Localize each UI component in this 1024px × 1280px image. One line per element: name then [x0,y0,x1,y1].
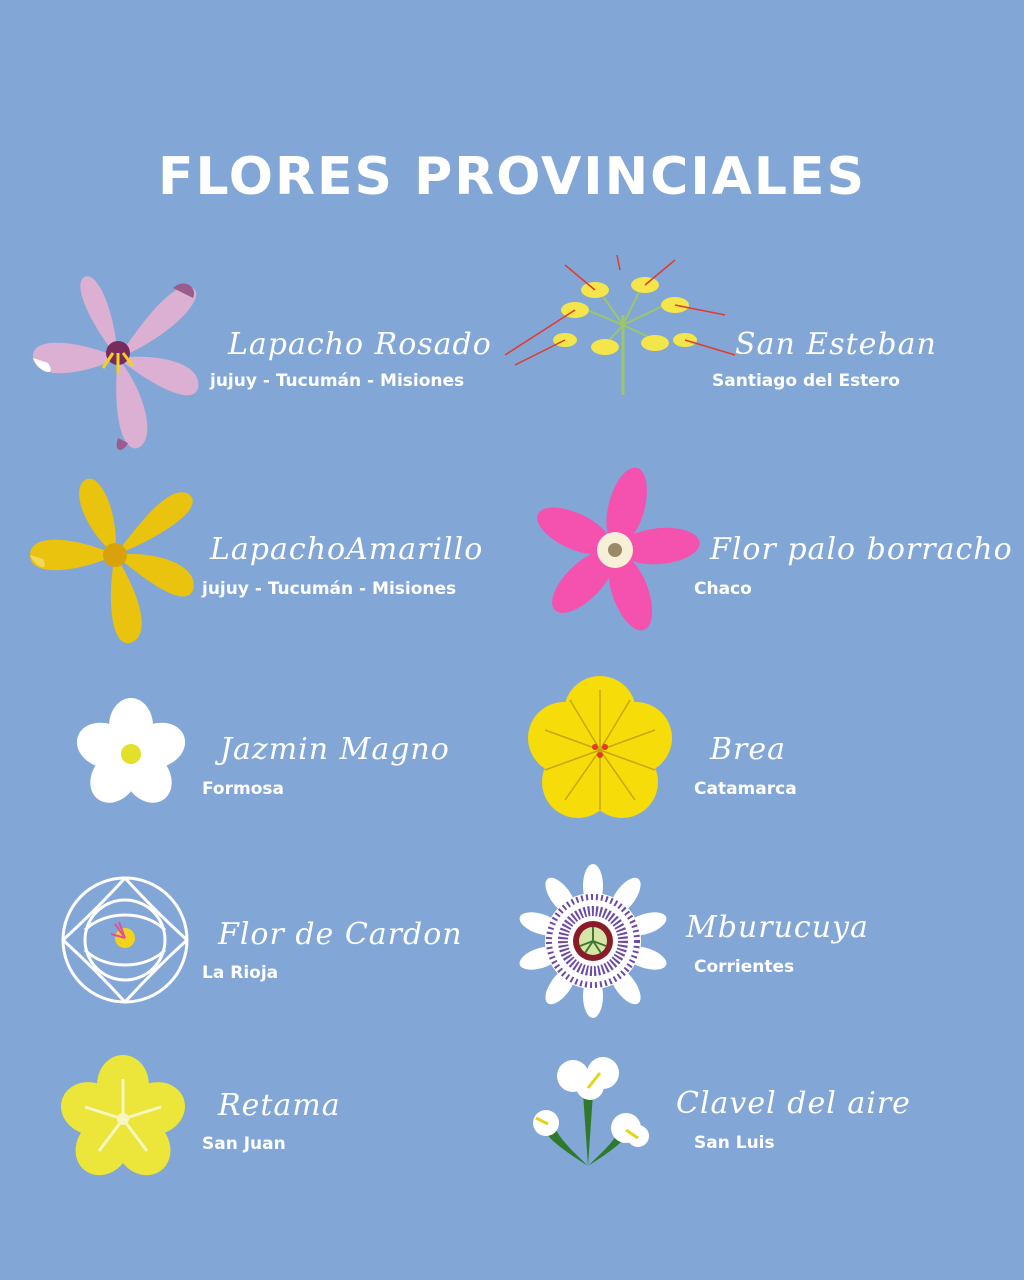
lapacho-rosado-flower-icon [30,280,210,455]
flower-province: Chaco [694,579,752,599]
flower-name: LapachoAmarillo [210,532,484,567]
flower-province: jujuy - Tucumán - Misiones [210,371,465,391]
flower-province: Catamarca [694,779,797,799]
flower-province: Santiago del Estero [712,371,900,391]
flower-name: Jazmin Magno [220,732,450,767]
flower-name: Clavel del aire [676,1086,911,1121]
retama-flower-icon [58,1055,188,1185]
san-esteban-flower-icon [505,255,735,395]
flower-province: San Juan [202,1134,286,1154]
flower-name: San Esteban [735,327,937,362]
clavel-del-aire-flower-icon [528,1058,653,1168]
mburucuya-flower-icon [515,865,670,1020]
flower-name: Retama [218,1088,341,1123]
flower-province: Corrientes [694,957,795,977]
flower-name: Brea [710,732,787,767]
flower-name: Flor palo borracho [710,532,1013,567]
flower-province: jujuy - Tucumán - Misiones [202,579,457,599]
flower-name: Flor de Cardon [218,917,463,952]
flower-name: Lapacho Rosado [228,327,492,362]
page-title: FLORES PROVINCIALES [157,147,867,207]
jazmin-magno-flower-icon [75,700,187,812]
brea-flower-icon [525,678,675,823]
flower-province: San Luis [694,1133,775,1153]
lapacho-amarillo-flower-icon [30,475,200,645]
palo-borracho-flower-icon [540,470,695,635]
flower-name: Mburucuya [686,910,869,945]
cardon-flower-icon [50,870,200,1010]
flower-province: La Rioja [202,963,279,983]
flower-province: Formosa [202,779,284,799]
